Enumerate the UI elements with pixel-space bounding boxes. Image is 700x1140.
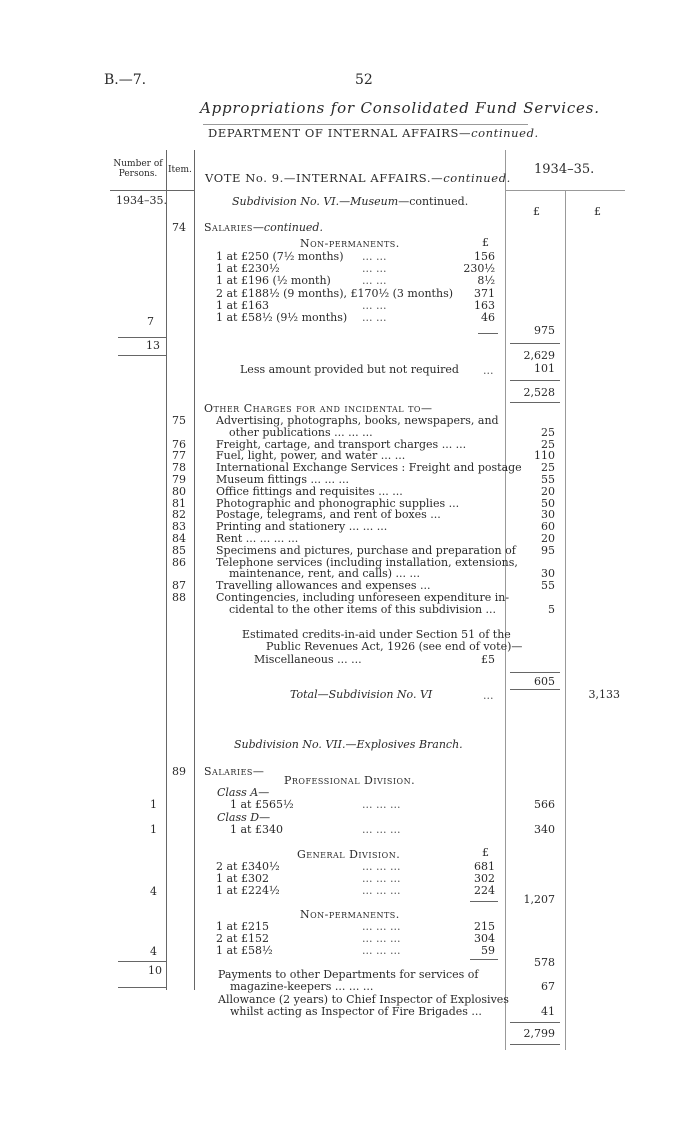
net-salaries-total: 2,528 bbox=[523, 386, 555, 399]
divider bbox=[203, 124, 528, 125]
persons-count: 4 bbox=[150, 945, 157, 958]
item-number: 76 bbox=[172, 437, 186, 451]
item-number: 89 bbox=[172, 765, 186, 778]
item-number: 75 bbox=[172, 414, 186, 427]
persons-count: 1 bbox=[150, 823, 157, 836]
amount-rule bbox=[510, 380, 560, 381]
class-d-amount: 340 bbox=[534, 823, 555, 836]
leader-dots: ... ... ... bbox=[362, 798, 401, 811]
header-pound-col2: £ bbox=[594, 205, 601, 218]
item-number: 88 bbox=[172, 591, 186, 604]
salary-amount: 224 bbox=[474, 884, 495, 897]
leader-dots: ... ... bbox=[362, 250, 387, 263]
persons-count: 7 bbox=[147, 315, 154, 328]
less-amount-label: Less amount provided but not required bbox=[240, 363, 459, 376]
payments-line2: magazine-keepers ... ... ... bbox=[230, 980, 374, 993]
persons-rule bbox=[118, 987, 166, 988]
salary-line: 1 at £58½ (9½ months) bbox=[216, 311, 348, 324]
salary-amount: 163 bbox=[474, 298, 495, 312]
salary-line: 1 at £230½ bbox=[216, 262, 280, 276]
amount-rule bbox=[510, 672, 560, 673]
non-permanents-total: 975 bbox=[534, 324, 555, 337]
charge-description: Rent ... ... ... ... bbox=[216, 532, 299, 545]
other-charges-total: 605 bbox=[534, 675, 555, 688]
item-number: 84 bbox=[172, 532, 186, 545]
leader-dots: ... bbox=[483, 364, 494, 377]
leader-dots: ... ... ... bbox=[362, 944, 401, 957]
charge-description: Advertising, photographs, books, newspapers, and bbox=[216, 414, 499, 427]
salary-line: 1 at £302 bbox=[216, 872, 269, 885]
salaries-text: Salaries bbox=[204, 221, 253, 234]
column-rule-amount bbox=[565, 190, 566, 1050]
vote-continued: —continued. bbox=[431, 171, 511, 185]
persons-count: 4 bbox=[150, 885, 157, 898]
salary-line: 1 at £215 bbox=[216, 920, 269, 933]
charge-amount: 50 bbox=[541, 496, 555, 510]
salary-line: 1 at £250 (7½ months) bbox=[216, 250, 344, 263]
charge-amount: 20 bbox=[541, 532, 555, 545]
header-year: 1934–35. bbox=[534, 162, 595, 177]
leader-dots: ... ... ... bbox=[362, 872, 401, 885]
general-division-total: 1,207 bbox=[523, 893, 555, 906]
header-rule-right bbox=[505, 190, 625, 191]
amount-rule bbox=[510, 1044, 560, 1045]
leader-dots: ... ... bbox=[362, 298, 387, 312]
class-d-line: 1 at £340 bbox=[230, 823, 283, 836]
salaries-total: 2,629 bbox=[523, 349, 555, 362]
charge-description: Printing and stationery ... ... ... bbox=[216, 520, 388, 534]
item-number: 83 bbox=[172, 520, 186, 534]
leader-dots: ... ... ... bbox=[362, 823, 401, 836]
salary-amount: 304 bbox=[474, 932, 495, 945]
leader-dots: ... ... bbox=[362, 274, 387, 288]
subtotal-rule bbox=[470, 901, 498, 902]
credits-in-aid-line1: Estimated credits-in-aid under Section 51 of the bbox=[242, 628, 511, 641]
persons-rule bbox=[118, 355, 166, 356]
item-number: 82 bbox=[172, 508, 186, 522]
pound-sign: £ bbox=[482, 236, 489, 249]
class-d-label: Class D— bbox=[217, 811, 271, 824]
payments-amount: 67 bbox=[541, 980, 555, 993]
leader-dots: ... ... bbox=[362, 262, 387, 276]
amount-rule bbox=[510, 1022, 560, 1023]
page-number: 52 bbox=[355, 72, 373, 88]
subdivision-vi-heading bbox=[232, 195, 468, 208]
subdivision-vi-total-label: Total—Subdivision No. VI bbox=[290, 688, 433, 701]
charge-description: Freight, cartage, and transport charges ... ... bbox=[216, 437, 467, 451]
persons-rule bbox=[118, 337, 166, 338]
class-a-label: Class A— bbox=[217, 786, 270, 799]
charge-description: Fuel, light, power, and water ... ... bbox=[216, 449, 406, 463]
leader-dots: ... bbox=[483, 689, 494, 702]
non-permanents-title: Non-permanents. bbox=[300, 237, 400, 250]
subdivision-vi-name: Museum bbox=[350, 195, 399, 208]
header-number-of-persons: Number of Persons. bbox=[113, 159, 163, 179]
salary-amount: 59 bbox=[481, 944, 495, 957]
department-name: DEPARTMENT OF INTERNAL AFFAIRS bbox=[208, 126, 459, 140]
charge-amount: 60 bbox=[541, 520, 555, 534]
column-rule-item bbox=[194, 150, 195, 990]
salary-line: 1 at £224½ bbox=[216, 884, 280, 897]
salary-line: 1 at £196 (½ month) bbox=[216, 274, 331, 288]
leader-dots: ... ... ... bbox=[362, 920, 401, 933]
salary-amount: 215 bbox=[474, 920, 495, 933]
non-permanents-total: 578 bbox=[534, 956, 555, 969]
charge-description: Travelling allowances and expenses ... bbox=[216, 579, 431, 593]
charge-amount: 95 bbox=[541, 543, 555, 557]
subdivision-vi-total: 3,133 bbox=[588, 688, 620, 701]
item-number: 74 bbox=[172, 221, 186, 234]
amount-rule bbox=[510, 402, 560, 403]
header-rule-left bbox=[110, 190, 194, 191]
allowance-amount: 41 bbox=[541, 1005, 555, 1018]
credits-in-aid-line2: Public Revenues Act, 1926 (see end of vote)— bbox=[266, 640, 523, 653]
subtotal-rule bbox=[478, 333, 498, 334]
header-pound-col1: £ bbox=[533, 205, 540, 218]
class-a-amount: 566 bbox=[534, 798, 555, 811]
charge-description: Telephone services (including installation, extensions, bbox=[216, 555, 518, 569]
running-title: Appropriations for Consolidated Fund Services. bbox=[200, 99, 600, 117]
charge-description: cidental to the other items of this subdivision ... bbox=[229, 602, 497, 616]
salary-line: 1 at £58½ bbox=[216, 944, 273, 957]
other-charges-title: Other Charges for and incidental to— bbox=[204, 402, 433, 415]
department-continued: —continued. bbox=[459, 126, 539, 140]
salary-line: 2 at £188½ (9 months), £170½ (3 months) bbox=[216, 286, 453, 300]
persons-total: 13 bbox=[146, 339, 160, 352]
salaries-label bbox=[204, 221, 323, 234]
charge-amount: 20 bbox=[541, 484, 555, 498]
pound-sign: £ bbox=[482, 846, 489, 859]
salary-amount: 302 bbox=[474, 872, 495, 885]
salary-amount: 230½ bbox=[463, 262, 495, 276]
non-permanents-title: Non-permanents. bbox=[300, 908, 400, 921]
charge-amount: 25 bbox=[541, 437, 555, 451]
professional-division-title: Professional Division. bbox=[284, 774, 416, 787]
leader-dots: ... ... ... bbox=[362, 932, 401, 945]
subdivision-vii-total: 2,799 bbox=[523, 1027, 555, 1040]
persons-rule bbox=[118, 961, 166, 962]
persons-count: 1 bbox=[150, 798, 157, 811]
charge-amount: 30 bbox=[541, 567, 555, 581]
salary-amount: 46 bbox=[481, 311, 495, 324]
item-number: 85 bbox=[172, 543, 186, 557]
salaries-continued: —continued. bbox=[252, 221, 323, 234]
salary-amount: 371 bbox=[474, 286, 495, 300]
leader-dots: ... ... ... bbox=[362, 860, 401, 873]
charge-amount: 25 bbox=[541, 425, 555, 439]
charge-description: Contingencies, including unforeseen expenditure in- bbox=[216, 591, 510, 604]
salary-line: 1 at £163 bbox=[216, 298, 269, 312]
item-number: 87 bbox=[172, 579, 186, 593]
charge-description: other publications ... ... ... bbox=[229, 425, 373, 439]
charge-description: International Exchange Services : Freight and postage bbox=[216, 461, 522, 475]
item-number: 77 bbox=[172, 449, 186, 463]
item-number: 81 bbox=[172, 496, 186, 510]
credits-miscellaneous: Miscellaneous ... ... bbox=[254, 653, 362, 666]
subtotal-rule bbox=[470, 959, 498, 960]
item-number: 79 bbox=[172, 473, 186, 486]
subdivision-vi-continued: —continued. bbox=[398, 195, 469, 208]
charge-description: Museum fittings ... ... ... bbox=[216, 473, 349, 486]
payments-line1: Payments to other Departments for services of bbox=[218, 968, 479, 981]
page-reference: B.—7. bbox=[104, 72, 147, 88]
salary-amount: 681 bbox=[474, 860, 495, 873]
charge-description: Postage, telegrams, and rent of boxes ... bbox=[216, 508, 441, 522]
salaries-label: Salaries— bbox=[204, 765, 265, 778]
salary-line: 2 at £340½ bbox=[216, 860, 280, 873]
department-title bbox=[208, 126, 539, 140]
class-a-line: 1 at £565½ bbox=[230, 798, 294, 811]
charge-amount: 55 bbox=[541, 579, 555, 593]
header-item: Item. bbox=[168, 165, 192, 175]
charge-amount: 55 bbox=[541, 473, 555, 486]
charge-amount: 5 bbox=[548, 602, 555, 616]
vote-name: VOTE No. 9.—INTERNAL AFFAIRS. bbox=[205, 171, 432, 185]
allowance-line2: whilst acting as Inspector of Fire Brigades ... bbox=[230, 1005, 482, 1018]
persons-year: 1934–35. bbox=[116, 194, 167, 207]
item-number: 78 bbox=[172, 461, 186, 475]
item-number: 80 bbox=[172, 484, 186, 498]
charge-description: Office fittings and requisites ... ... bbox=[216, 484, 403, 498]
leader-dots: ... ... ... bbox=[362, 884, 401, 897]
amount-rule bbox=[510, 343, 560, 344]
amount-rule bbox=[510, 689, 560, 690]
leader-dots: ... ... bbox=[362, 311, 387, 324]
charge-description: Photographic and phonographic supplies ... bbox=[216, 496, 460, 510]
charge-amount: 25 bbox=[541, 461, 555, 475]
salary-line: 2 at £152 bbox=[216, 932, 269, 945]
item-number: 86 bbox=[172, 555, 186, 569]
charge-amount: 110 bbox=[534, 449, 555, 463]
subdivision-vii-heading: Subdivision No. VII.—Explosives Branch. bbox=[234, 738, 463, 751]
credits-amount: £5 bbox=[481, 653, 495, 666]
less-amount: 101 bbox=[534, 362, 555, 375]
vote-title bbox=[205, 171, 511, 185]
general-division-title: General Division. bbox=[297, 848, 401, 861]
charge-amount: 30 bbox=[541, 508, 555, 522]
subdivision-vi-number: Subdivision No. VI.— bbox=[232, 195, 351, 208]
charge-description: Specimens and pictures, purchase and preparation of bbox=[216, 543, 516, 557]
salary-amount: 156 bbox=[474, 250, 495, 263]
salary-amount: 8½ bbox=[477, 274, 495, 288]
charge-description: maintenance, rent, and calls) ... ... bbox=[229, 567, 421, 581]
persons-total: 10 bbox=[148, 964, 162, 977]
allowance-line1: Allowance (2 years) to Chief Inspector of Explosives bbox=[218, 993, 509, 1006]
column-rule-persons bbox=[166, 150, 167, 990]
